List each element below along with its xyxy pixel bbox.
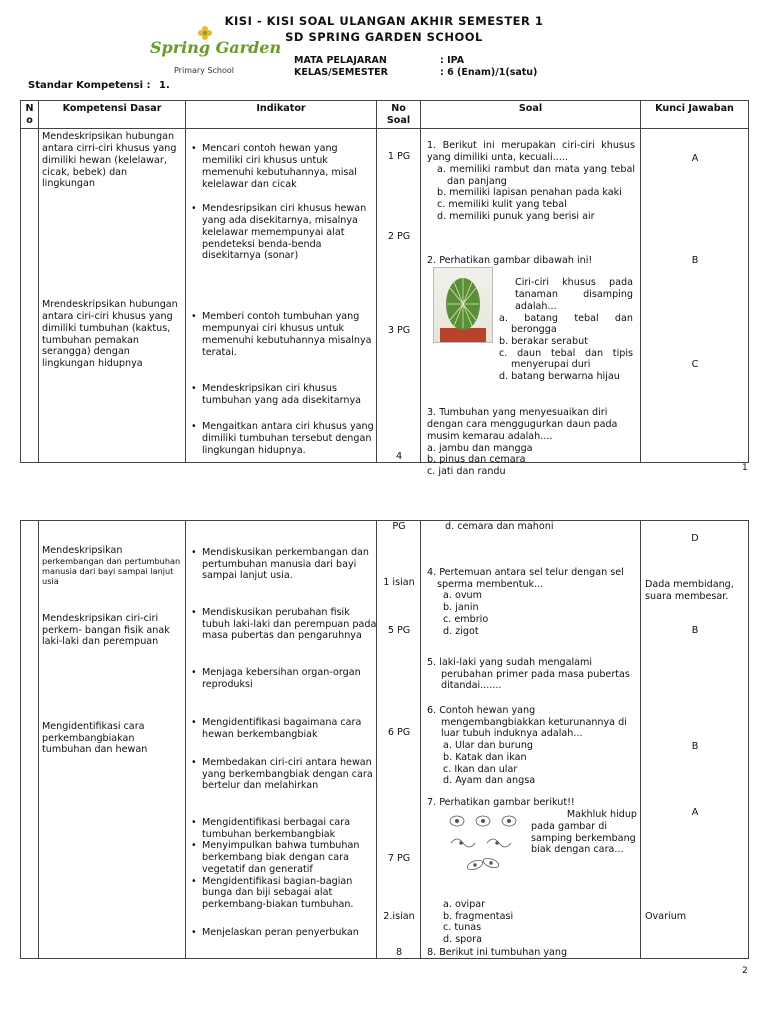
indikator-list [189,927,377,939]
no-soal-item: 7 PG [387,853,411,864]
logo-wordmark: Spring Garden [150,38,282,57]
option: a. ovum [443,590,482,602]
answer-key: Ovarium [645,911,687,922]
question-stem: 1. Berikut ini merupakan ciri-ciri khusus yang dimiliki unta, kecuali..... [427,140,635,164]
indikator-list [189,817,377,911]
kunci-cell [641,129,749,463]
question-text: Ciri-ciri khusus pada tanaman disamping adalah... [515,277,633,312]
indikator-cell [186,129,377,463]
no-soal-item: 1 PG [387,151,411,163]
question-5: 5. laki-laki yang sudah mengalami perubahan primer pada masa pubertas ditandai....... [427,657,630,692]
answer-key: C [691,359,699,371]
option: d. Ayam dan angsa [443,775,536,787]
indikator-cell [186,521,377,959]
option: a. Ular dan burung [443,740,534,752]
header-no-soal: No Soal [377,101,421,129]
option: c. daun tebal dan tipis menyerupai duri [499,347,633,371]
page-number: 1 [742,463,748,473]
no-soal-item: 4 [395,451,403,463]
no-soal-item: 1 isian [383,577,415,588]
option: d. zigot [443,625,479,637]
question-3-continued: d. cemara dan mahoni [445,521,554,532]
option: a. ovipar [443,899,486,910]
cactus-image [433,267,493,343]
standard-value: 1. [159,80,170,91]
question-stem: 6. Contoh hewan yang mengembangbiakkan keturunannya di luar tubuh induknya adalah... [427,705,627,740]
no-cell [21,129,39,463]
no-soal-item: 5 PG [387,625,411,636]
answer-key: A [691,153,699,165]
option: c. memiliki kulit yang tebal [437,198,567,210]
kd-item: Mendeskripsikan [42,545,123,556]
indikator-item: • Mendeskripsikan ciri khusus tumbuhan yang ada disekitarnya [202,383,377,406]
option: a. memiliki rambut dan mata yang tebal dan panjang [437,163,635,187]
question-8: 8. Berikut ini tumbuhan yang [427,947,568,958]
indikator-list [189,203,377,262]
answer-key: B [691,625,699,636]
no-soal-item: 8 [395,947,403,958]
answer-key: D [691,533,699,544]
option: c. tunas [443,922,482,934]
header-indikator: Indikator [186,101,377,129]
no-soal-item: 3 PG [387,325,411,337]
no-soal-item: 2 PG [387,231,411,243]
question-2-stem: 2. Perhatikan gambar dibawah ini! [427,255,593,267]
answer-key: B [691,255,699,267]
indikator-item: • Membedakan ciri-ciri antara hewan yang berkembangbiak dengan cara bertelur dan melahirkan [202,757,377,792]
question-6 [427,705,635,787]
indikator-list [189,143,377,190]
standard-competency [28,80,170,91]
kd-item: Mendeskripsikan ciri-ciri perkem- bangan fisik anak laki-laki dan perempuan [42,613,170,648]
indikator-item: • Menyimpulkan bahwa tumbuhan berkembang biak dengan cara vegetatif dan generatif [202,840,377,875]
question-1 [427,140,635,222]
header-no: N o [21,101,39,129]
indikator-item: • Menjelaskan peran penyerbukan [202,927,377,939]
indikator-item: • Mengidentifikasi bagaimana cara hewan berkembangbiak [202,717,377,740]
option: b. fragmentasi [443,910,514,922]
indikator-list [189,383,377,406]
page-1 [0,0,768,488]
indikator-item: • Menjaga kebersihan organ-organ reproduksi [202,667,377,690]
option: c. embrio [443,613,489,625]
kd-item: Mendeskripsikan hubungan antara cirri-ciri khusus yang dimiliki hewan (kelelawar, cicak, bebek) dan lingkungan [42,131,177,190]
no-soal-cell [377,129,421,463]
header-kompetensi: Kompetensi Dasar [39,101,186,129]
kd-item: Mrendeskripsikan hubungan antara ciri-ciri khusus yang dimiliki tumbuhan (kaktus, tumbuhan pemakan serangga) dengan lingkungan hidupnya [42,299,178,369]
indikator-list [189,757,377,792]
soal-cell [421,521,641,959]
option: a. jambu dan mangga [427,442,533,454]
kd-item: perkembangan dan pertumbuhan manusia dari bayi sampai lanjut usia [42,556,181,586]
question-7-text-b: pada gambar di samping berkembang biak dengan cara... [531,821,636,856]
subject-label: MATA PELAJARAN [294,55,387,66]
option: b. berakar serabut [499,335,588,347]
indikator-item: • Mengaitkan antara ciri khusus yang dimiliki tumbuhan tersebut dengan lingkungan hidupnya. [202,421,377,456]
page-number: 2 [742,966,748,976]
soal-cell [421,129,641,477]
question-4 [427,567,635,637]
indikator-list [189,717,377,740]
indikator-list [189,311,377,358]
kd-cell [39,521,186,959]
indikator-item: • Mengidentifikasi berbagai cara tumbuhan berkembangbiak [202,817,377,840]
indikator-item: • Memberi contoh tumbuhan yang mempunyai ciri khusus untuk memenuhi kebutuhannya misalnya teratai. [202,311,377,358]
option: b. pinus dan cemara [427,454,526,466]
no-soal-item: 6 PG [387,727,411,738]
header-soal: Soal [421,101,641,129]
question-7-options [443,899,633,946]
question-stem: 4. Pertemuan antara sel telur dengan sel sperma membentuk... [427,567,624,590]
kunci-cell [641,521,749,959]
indikator-item: • Mendiskusikan perkembangan dan pertumbuhan manusia dari bayi sampai lanjut usia. [202,547,377,582]
question-7-stem: 7. Perhatikan gambar berikut!! [427,797,575,808]
class-value: : 6 (Enam)/1(satu) [440,67,538,78]
no-soal-cell [377,521,421,959]
school-logo [150,24,282,78]
document-title: KISI - KISI SOAL ULANGAN AKHIR SEMESTER 1 [224,14,544,28]
blueprint-table-page2 [20,520,749,959]
no-cell [21,521,39,959]
indikator-list [189,421,377,456]
option: b. memiliki lapisan penahan pada kaki [437,187,622,199]
question-3 [427,407,635,477]
microbe-image [445,813,525,875]
answer-key: A [691,807,699,818]
indikator-list [189,607,377,642]
indikator-list [189,547,377,582]
question-2-body [499,277,633,382]
no-soal-item: 2.isian [383,911,415,922]
option: c. jati dan randu [427,465,506,477]
header-kunci: Kunci Jawaban [641,101,749,129]
indikator-item: • Mendiskusikan perubahan fisik tubuh laki-laki dan perempuan pada masa pubertas dan pengaruhnya [202,607,377,642]
answer-key: Dada membidang, suara membesar. [645,579,734,602]
kd-item: Mengidentifikasi cara perkembangbiakan tumbuhan dan hewan [42,721,148,756]
school-name: SD SPRING GARDEN SCHOOL [285,30,483,44]
kd-cell [39,129,186,463]
option: d. spora [443,934,482,946]
indikator-item: • Mendesripsikan ciri khusus hewan yang ada disekitarnya, misalnya kelelawar memempunyai alat pendeteksi benda-benda disekitarnya (sonar) [202,203,377,262]
class-label: KELAS/SEMESTER [294,67,388,78]
option: a. batang tebal dan berongga [499,312,633,336]
answer-key: B [691,741,699,752]
option: b. Katak dan ikan [443,751,527,763]
subject-value: : IPA [440,55,465,66]
page-2 [0,488,768,1024]
blueprint-table-page1 [20,100,749,477]
indikator-item: • Mencari contoh hewan yang memiliki ciri khusus untuk memenuhi kebutuhannya, misal kelelawar dan cicak [202,143,377,190]
option: d. memiliki punuk yang berisi air [437,210,595,222]
question-7-text-a: Makhluk hidup [566,809,637,820]
logo-subtitle: Primary School [174,66,235,75]
indikator-item: • Mengidentifikasi bagian-bagian bunga dan biji sebagai alat perkembang-biakan tumbuhan. [202,876,377,911]
question-stem: 3. Tumbuhan yang menyesuaikan diri dengan cara menggugurkan daun pada musim kemarau adalah.... [427,407,618,442]
option: d. batang berwarna hijau [499,371,620,383]
option: c. Ikan dan ular [443,763,518,775]
option: b. janin [443,602,479,614]
no-soal-item: PG [392,521,406,532]
standard-label: Standar Kompetensi : [28,80,151,91]
indikator-list [189,667,377,690]
